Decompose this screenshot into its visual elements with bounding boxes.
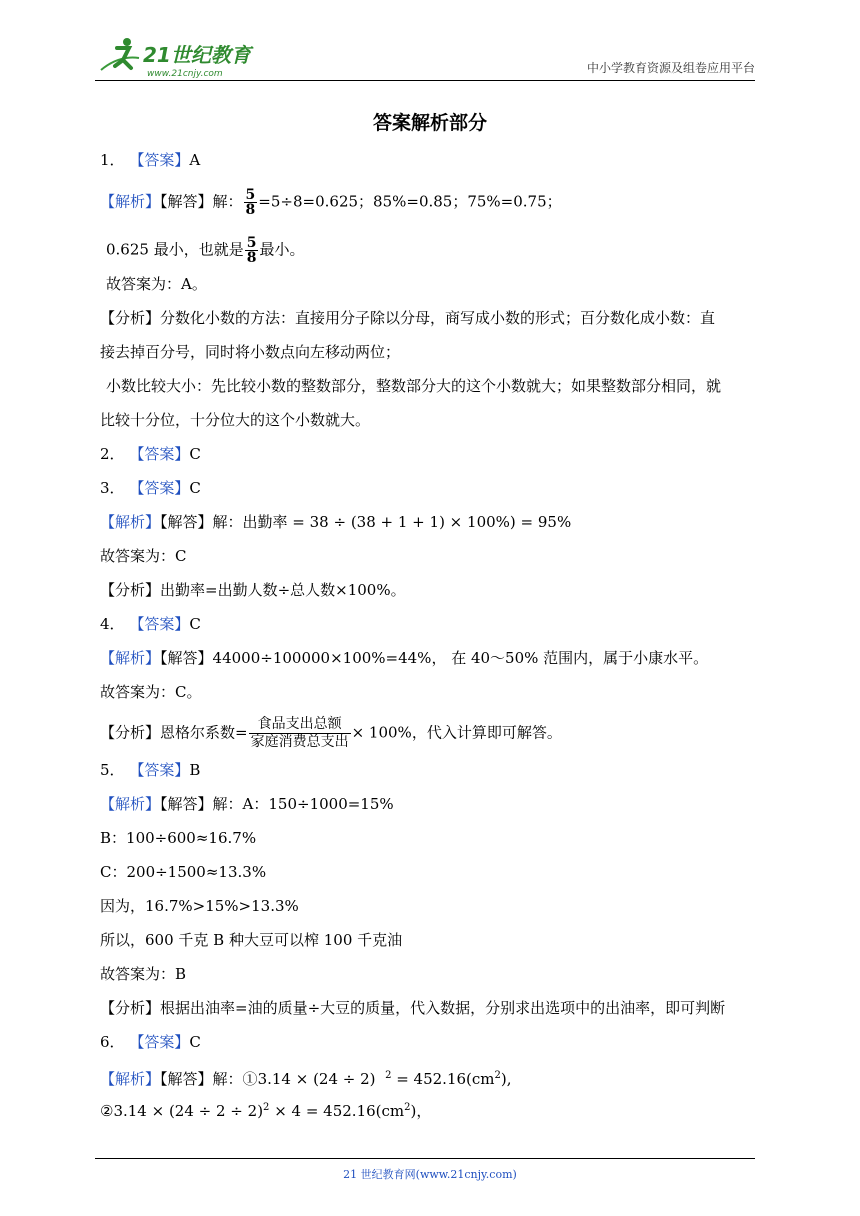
q6-solution-line2: ②3.14 × $(24 \div 2 \div 2)^2 \times 4 = 452.16(cm^2)$， [100,1102,432,1120]
svg-text:www.21cnjy.com: www.21cnjy.com [147,69,223,79]
q5-line-b: B：100÷600≈16.7% [100,829,257,847]
q5-line-because: 因为，16.7%>15%>13.3% [100,897,299,915]
q3-answer-line: 3． 【答案】C [100,479,201,497]
fraction-5-8: $\frac{5}{8}$ [245,187,256,218]
q1-analysis-line1: 【分析】分数化小数的方法：直接用分子除以分母，商写成小数的形式；百分数化成小数：直 [100,309,716,327]
footer-site: 21 世纪教育网(www.21cnjy.com) [343,1168,517,1181]
q4-analysis-line: 【分析】恩格尔系数= $\frac{\text{食品支出总额}}{\text{家庭消费总支出}}$ × 100%，代入计算即可解答。 [100,716,562,750]
q1-compare-line: 0.625 最小，也就是 $\frac{5}{8}$ 最小。 [106,235,305,266]
q3-final-line: 故答案为：C [100,547,187,565]
q4-answer-line: 4． 【答案】C [100,615,201,633]
q5-line-so: 所以，600 千克 B 种大豆可以榨 100 千克油 [100,931,403,949]
q5-solution-line: 【解析】【解答】解：A：150÷1000=15% [100,795,394,813]
header-platform-text: 中小学教育资源及组卷应用平台 [586,61,755,75]
q5-final-line: 故答案为：B [100,965,187,983]
page-title: 答案解析部分 [372,112,487,134]
q2-answer-line: 2． 【答案】C [100,445,201,463]
q6-answer-line: 6． 【答案】C [100,1033,201,1051]
q3-analysis-line: 【分析】出勤率=出勤人数÷总人数×100%。 [100,581,406,599]
q5-line-c: C：200÷1500≈13.3% [100,863,267,881]
logo-21cnjy [95,34,255,80]
q4-final-line: 故答案为：C。 [100,683,202,701]
q1-analysis-line2: 接去掉百分号，同时将小数点向左移动两位； [100,343,401,361]
q1-final-line: 故答案为：A。 [106,275,207,293]
q6-solution-line1: 【解析】【解答】解：①3.14 × (24 ÷ 2) $^2 = 452.16(cm^2)$, [100,1070,512,1088]
q4-solution-line: 【解析】【解答】44000÷100000×100%=44%， 在 40～50% 范围内，属于小康水平。 [100,649,709,667]
page-header [95,34,755,80]
q5-analysis-line: 【分析】根据出油率=油的质量÷大豆的质量，代入数据，分别求出选项中的出油率，即可判断 [100,999,726,1017]
svg-text:21世纪教育: 21世纪教育 [143,43,251,67]
q3-solution-line: 【解析】【解答】解：出勤率 = 38 ÷ (38 + 1 + 1) × 100%) = 95% [100,513,572,531]
header-rule [95,80,755,81]
footer-rule [95,1158,755,1159]
q1-analysis-line4: 比较十分位，十分位大的这个小数就大。 [100,411,371,429]
q1-solution-line: 【解析】【解答】解： $\frac{5}{8}$ =5÷8=0.625；85%=0.85；75%=0.75； [100,187,562,218]
q1-analysis-line3: 小数比较大小：先比较小数的整数部分，整数部分大的这个小数就大；如果整数部分相同，就 [106,377,722,395]
q5-answer-line: 5． 【答案】B [100,761,201,779]
engel-fraction: $\frac{\text{食品支出总额}}{\text{家庭消费总支出}}$ [250,716,349,750]
q1-answer-line: 1． 【答案】A [100,151,201,169]
